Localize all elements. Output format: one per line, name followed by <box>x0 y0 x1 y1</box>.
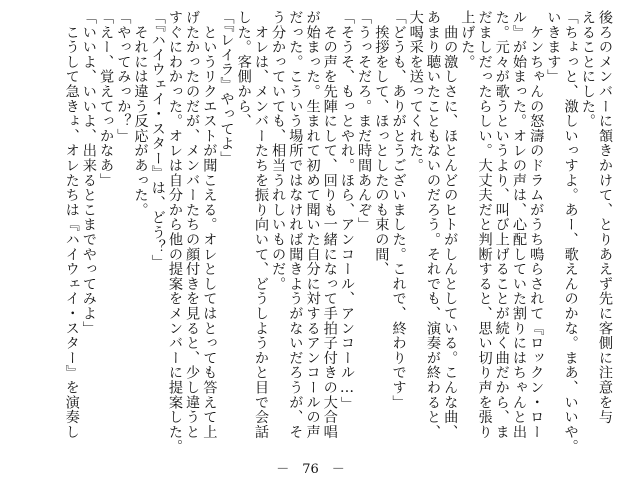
text-line: が始まった。生まれて初めて聞いた自分に対するアンコールの声 <box>304 10 321 440</box>
text-line: えることにした。 <box>579 10 596 129</box>
vertical-text-body <box>1 10 613 458</box>
text-line: げたかったのだが、メンバーたちの顔付きを見ると、少し違うと <box>184 10 201 440</box>
text-line: ケンちゃんの怒濤のドラムがうち鳴らされて『ロックン・ロー <box>528 10 545 440</box>
text-line: 「『レイラ』やってよ」 <box>218 10 235 166</box>
text-line: ル』が始まった。オレの声は、心配していた割りにはちゃんと出 <box>510 10 527 440</box>
text-line: 「いいよ、いいよ、出来るとこまでやってみよ」 <box>80 10 97 336</box>
text-line: た。元々が歌うというより、叫び上げることが続く曲だから、ま <box>493 10 510 440</box>
text-line: こうして急きょ、オレたちは『ハイウェイ・スター』を演奏し <box>63 10 80 440</box>
text-line: あまり聴いたこともないのだろう。それでも、演奏が終わると、 <box>424 10 441 440</box>
text-line: 「えー、覚えてっかなあ」 <box>98 10 115 188</box>
text-line: 曲の激しさに、ほとんどのヒトがしんとしている。こんな曲、 <box>442 10 459 440</box>
text-line: 後ろのメンバーに頷きかけて、とりあえず先に客側に注意を与 <box>597 10 613 425</box>
text-line: 「うっそだろ。まだ時間あんぞ」 <box>356 10 373 232</box>
text-line: だった。こういう場所ではなければ聞きようがないだろうが、そ <box>287 10 304 440</box>
text-line: 「『ハイウェイ・スター』は、どう？」 <box>149 10 166 270</box>
text-line: いきます」 <box>545 10 562 84</box>
text-line: それには違う反応があった。 <box>132 10 149 218</box>
text-line: その声を先陣にして、回りも一緒になって手拍子付きの大合唱 <box>321 10 338 440</box>
text-line: う分かっていても、相当うれしいものだ。 <box>270 10 287 292</box>
text-line: オレは、メンバーたちを振り向いて、どうしようかと目で会話 <box>252 10 269 440</box>
text-line: 挨拶をして、ほっとしたのも束の間、 <box>373 10 390 277</box>
text-line: した。客側から、 <box>235 10 252 129</box>
text-line: すぐにわかった。オレは自分から他の提案をメンバーに提案した。 <box>166 10 183 454</box>
text-line: 大喝采を送ってくれた。 <box>407 10 424 173</box>
text-line: というリクエストが聞こえる。オレとしてはとっても答えて上 <box>201 10 218 440</box>
text-line: だましだったらしい。大丈夫だと判断すると、思い切り声を張り <box>476 10 493 440</box>
text-line: 「やってみっか？」 <box>115 10 132 144</box>
text-line: 「どうも、ありがとうございました。これで、終わりです」 <box>390 10 407 410</box>
text-line: 「そうそ、もっとやれ。ほら、アンコール、アンコール…」 <box>338 10 355 412</box>
page-number: － 76 － <box>276 462 345 477</box>
text-line: 上げた。 <box>459 10 476 70</box>
text-line: 「ちょっと、激しいっすよ。あー、歌えんのかな。まあ、いいや。 <box>562 10 579 454</box>
